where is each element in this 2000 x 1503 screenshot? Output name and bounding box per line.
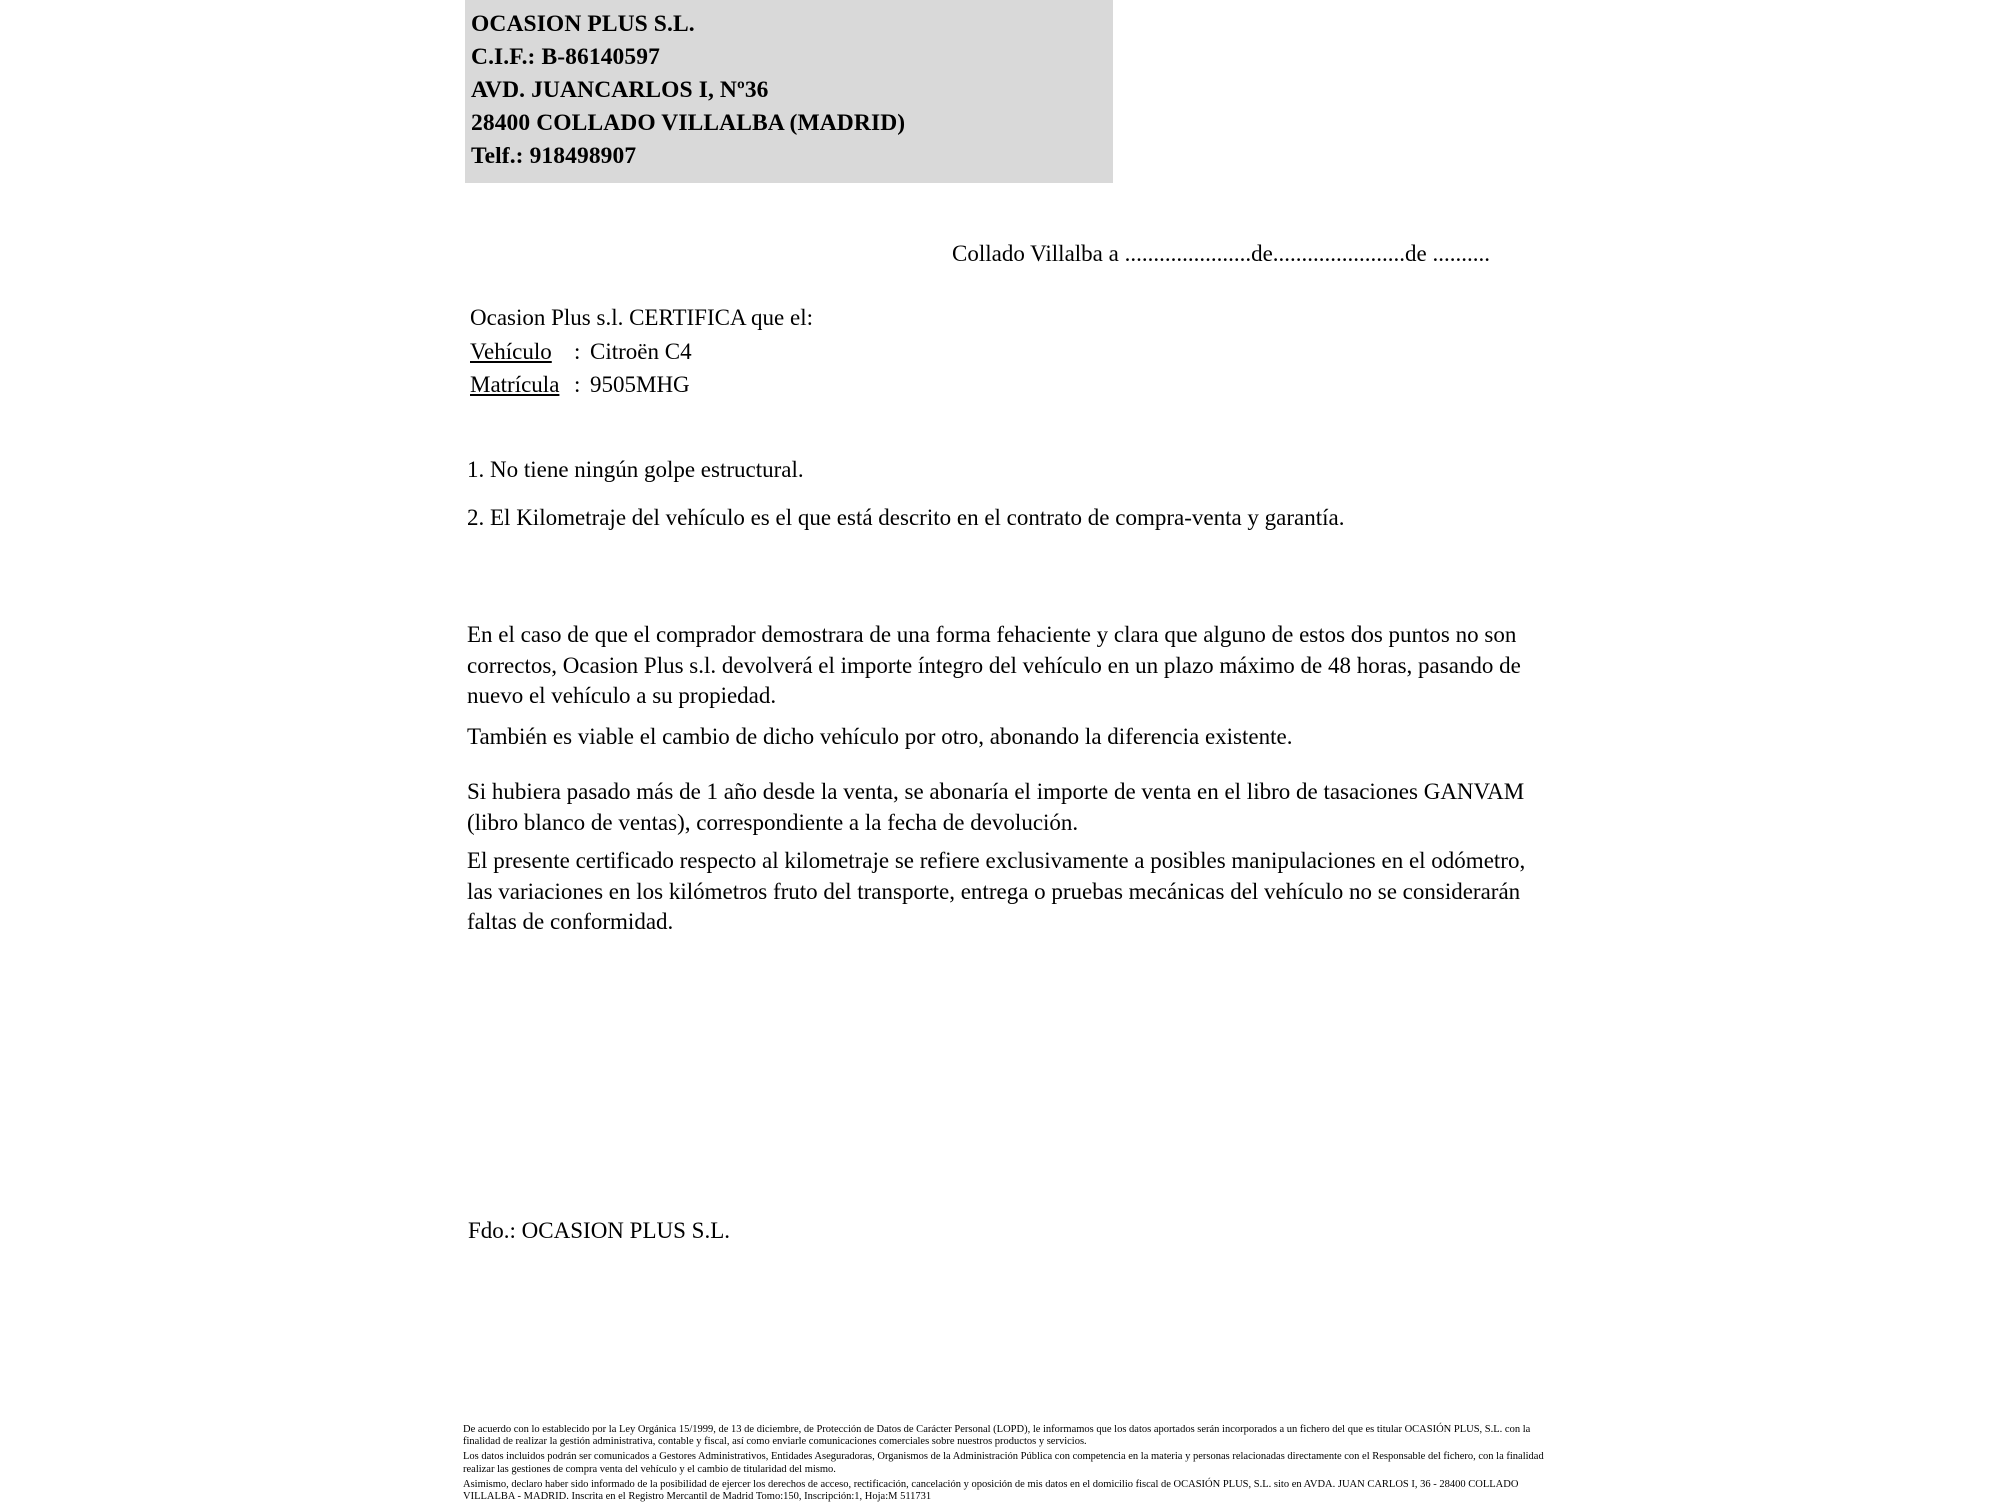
company-header-block [465, 0, 1113, 183]
paragraph-odometer-scope: El presente certificado respecto al kilometraje se refiere exclusivamente a posibles manipulaciones en el odómetro, las variaciones en los kilómetros fruto del transporte, entrega o pruebas mecánicas del vehículo no se considerarán faltas de conformidad. [467, 848, 1526, 934]
plate-row [470, 368, 813, 402]
plate-separator: : [574, 372, 581, 397]
vehicle-label: Vehículo [470, 338, 552, 364]
legal-footer-line-1: De acuerdo con lo establecido por la Ley Orgánica 15/1999, de 13 de diciembre, de Protección de Datos de Carácter Personal (LOPD), le informamos que los datos aportados serán incorporados a un fichero del que es titular OCASIÓN PLUS, S.L. con la finalidad de realizar la gestión administrativa, contable y fiscal, así como enviarle comunicaciones comerciales sobre nuestros productos y servicios. [463, 1424, 1531, 1448]
signature-line: Fdo.: OCASION PLUS S.L. [468, 1218, 730, 1243]
company-cif: C.I.F.: B-86140597 [471, 44, 660, 70]
vehicle-value: Citroën C4 [590, 338, 692, 364]
legal-footer-line-2: Los datos incluidos podrán ser comunicados a Gestores Administrativos, Entidades Aseguradoras, Organismos de la Administración Pública con competencia en la materia y personas relacionadas directamente con el Responsable del fichero, con la finalidad realizar las gestiones de compra venta del vehículo y el cambio de titularidad del mismo. [463, 1451, 1544, 1475]
paragraph-refund-conditions: En el caso de que el comprador demostrara de una forma fehaciente y clara que alguno de estos dos puntos no son correctos, Ocasion Plus s.l. devolverá el importe íntegro del vehículo en un plazo máximo de 48 horas, pasando de nuevo el vehículo a su propiedad. [467, 622, 1521, 708]
vehicle-row [470, 335, 813, 369]
legal-footer-line-3: Asimismo, declaro haber sido informado de la posibilidad de ejercer los derechos de acceso, rectificación, cancelación y oposición de mis datos en el domicilio fiscal de OCASIÓN PLUS, S.L. sito en AVDA. JUAN CARLOS I, 36 - 28400 COLLADO VILLALBA - MADRID. Inscrita en el Registro Mercantil de Madrid Tomo:150, Inscripción:1, Hoja:M 511731 [463, 1478, 1519, 1503]
date-line: Collado Villalba a ......................de.......................de .......... [952, 241, 1490, 266]
company-name: OCASION PLUS S.L. [471, 11, 695, 37]
certification-intro: Ocasion Plus s.l. CERTIFICA que el: [470, 305, 813, 330]
certification-block [470, 301, 813, 402]
legal-footer [463, 1424, 1563, 1503]
certification-point-1: 1. No tiene ningún golpe estructural. [467, 457, 804, 482]
paragraph-vehicle-exchange: También es viable el cambio de dicho vehículo por otro, abonando la diferencia existente. [467, 724, 1293, 749]
certification-point-2: 2. El Kilometraje del vehículo es el que está descrito en el contrato de compra-venta y garantía. [467, 505, 1345, 530]
vehicle-separator: : [574, 338, 581, 364]
paragraph-one-year-valuation: Si hubiera pasado más de 1 año desde la venta, se abonaría el importe de venta en el libro de tasaciones GANVAM (libro blanco de ventas), correspondiente a la fecha de devolución. [467, 779, 1525, 835]
plate-value: 9505MHG [590, 372, 690, 397]
plate-label: Matrícula [470, 372, 560, 397]
company-phone: Telf.: 918498907 [471, 143, 637, 169]
company-address-street: AVD. JUANCARLOS I, Nº36 [471, 77, 769, 103]
company-address-city: 28400 COLLADO VILLALBA (MADRID) [471, 110, 906, 136]
